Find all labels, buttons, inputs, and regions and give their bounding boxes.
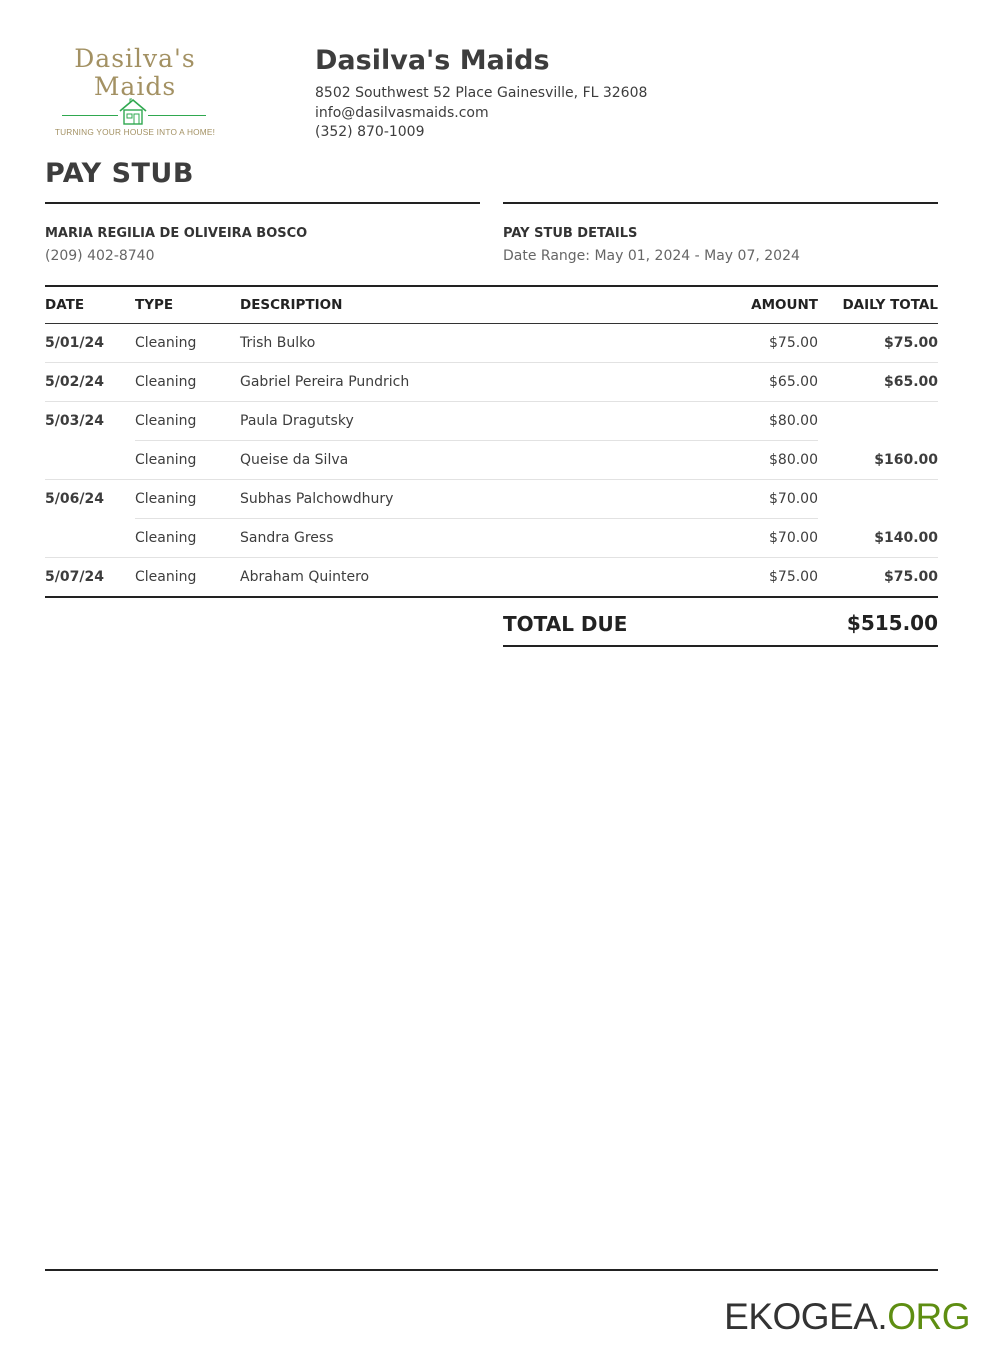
pay-items-table [45,286,938,598]
total-due-label: TOTAL DUE [503,612,628,636]
row-date [45,519,135,558]
col-amount-header: AMOUNT [698,286,818,324]
table-row [45,519,938,558]
footer-brand-b: ORG [887,1296,970,1337]
row-daily-total [818,402,938,441]
total-due-row [503,606,938,647]
row-type: Cleaning [135,519,240,558]
row-description: Paula Dragutsky [240,402,698,441]
row-date: 5/01/24 [45,324,135,363]
row-description: Trish Bulko [240,324,698,363]
company-info [315,44,647,143]
row-description: Abraham Quintero [240,558,698,598]
footer-brand-a: EKOGEA. [724,1296,888,1337]
row-amount: $75.00 [698,324,818,363]
row-type: Cleaning [135,480,240,519]
table-row [45,480,938,519]
row-type: Cleaning [135,324,240,363]
row-amount: $70.00 [698,480,818,519]
row-date: 5/02/24 [45,363,135,402]
col-date-header: DATE [45,286,135,324]
logo-text-line2: Maids [93,72,177,101]
row-type: Cleaning [135,402,240,441]
row-description: Sandra Gress [240,519,698,558]
company-address: 8502 Southwest 52 Place Gainesville, FL 32608 [315,85,648,101]
col-description-header: DESCRIPTION [240,286,698,324]
row-type: Cleaning [135,363,240,402]
row-daily-total [818,480,938,519]
row-type: Cleaning [135,441,240,480]
row-description: Subhas Palchowdhury [240,480,698,519]
row-daily-total: $140.00 [818,519,938,558]
divider-right [503,202,938,204]
house-icon [118,98,148,126]
company-name: Dasilva's Maids [315,45,550,76]
footer-brand [724,1296,970,1338]
row-amount: $70.00 [698,519,818,558]
table-row [45,558,938,598]
row-amount: $80.00 [698,402,818,441]
logo-tagline: TURNING YOUR HOUSE INTO A HOME! [54,127,216,137]
footer-rule [45,1269,938,1271]
col-daily-total-header: DAILY TOTAL [818,286,938,324]
table-row [45,402,938,441]
row-daily-total: $160.00 [818,441,938,480]
table-row [45,441,938,480]
row-daily-total: $75.00 [818,558,938,598]
row-amount: $65.00 [698,363,818,402]
row-type: Cleaning [135,558,240,598]
row-date: 5/07/24 [45,558,135,598]
row-description: Gabriel Pereira Pundrich [240,363,698,402]
row-description: Queise da Silva [240,441,698,480]
row-date [45,441,135,480]
row-date: 5/06/24 [45,491,104,508]
table-header-row [45,286,938,324]
company-phone: (352) 870-1009 [315,124,425,140]
row-daily-total: $75.00 [818,324,938,363]
row-amount: $75.00 [698,558,818,598]
employee-name: MARIA REGILIA DE OLIVEIRA BOSCO [45,226,308,241]
total-due-value: $515.00 [846,611,938,635]
date-range: Date Range: May 01, 2024 - May 07, 2024 [503,248,800,264]
page-title: PAY STUB [45,158,194,189]
company-logo [44,44,226,138]
logo-text-line1: Dasilva's [74,44,196,73]
divider-left [45,202,480,204]
employee-phone: (209) 402-8740 [45,248,155,264]
row-daily-total: $65.00 [818,363,938,402]
details-heading: PAY STUB DETAILS [503,226,638,241]
company-email: info@dasilvasmaids.com [315,104,489,121]
row-amount: $80.00 [698,441,818,480]
table-row [45,324,938,363]
col-type-header: TYPE [135,286,240,324]
row-date: 5/03/24 [45,413,104,430]
table-row [45,363,938,402]
